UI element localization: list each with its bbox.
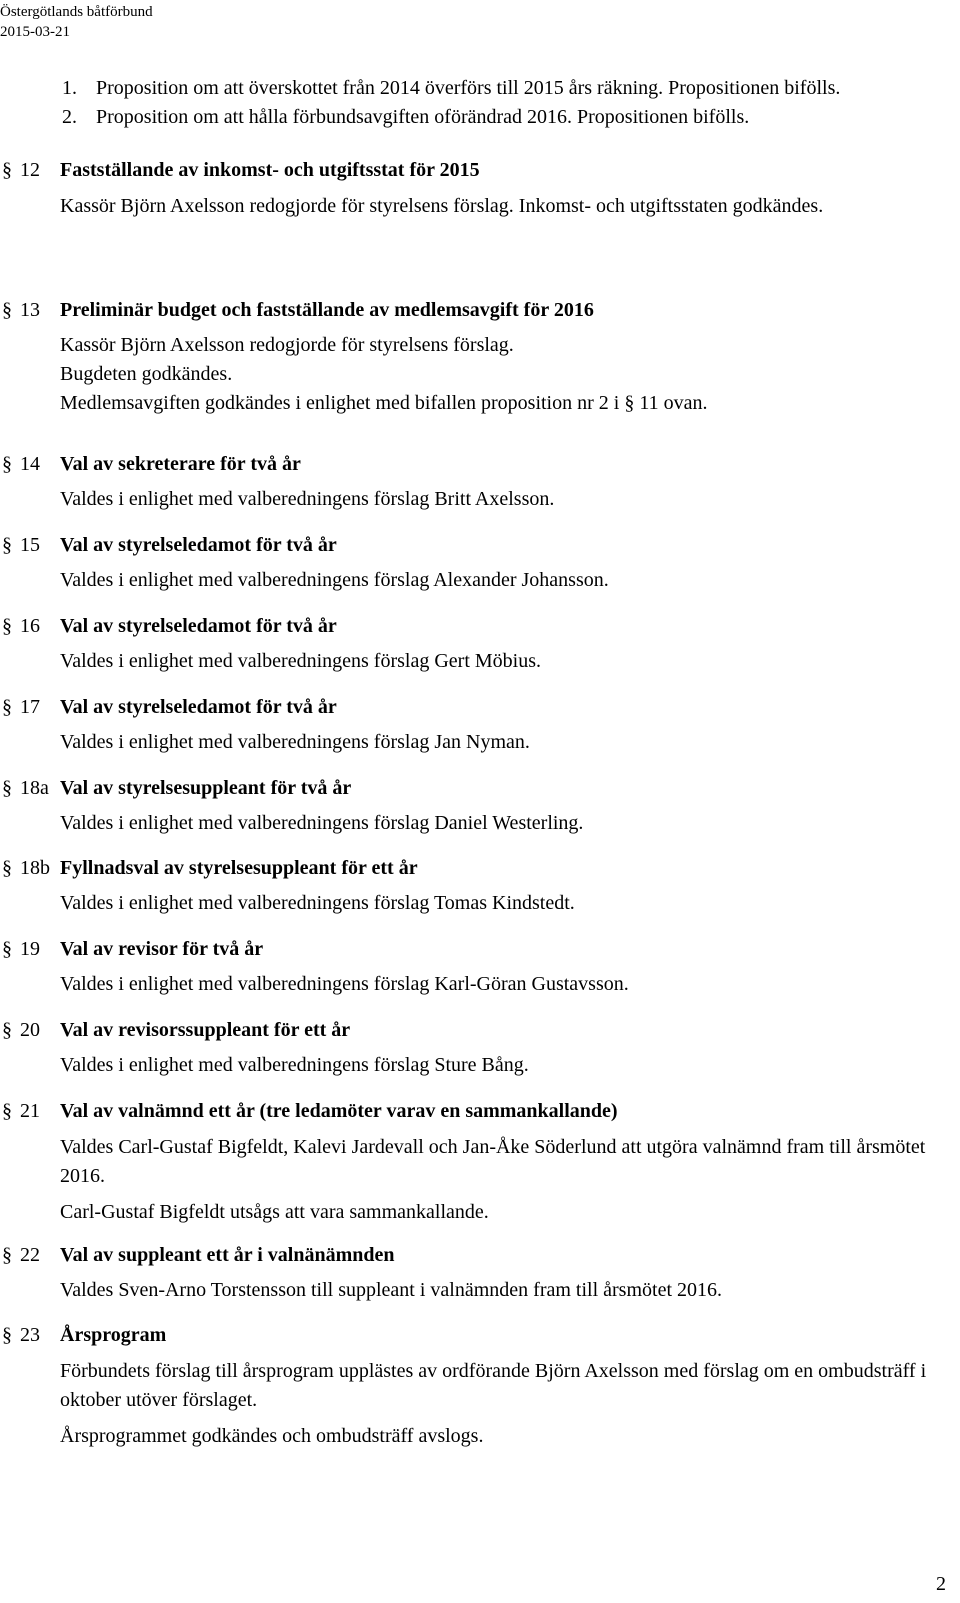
section-title: Val av revisor för två år [60, 938, 264, 960]
section-paragraph: Valdes i enlighet med valberedningens förslag Sture Bång. [60, 1054, 529, 1076]
section-13 [0, 295, 930, 418]
section-heading [0, 1240, 930, 1270]
section-paragraph: Kassör Björn Axelsson redogjorde för styrelsens förslag. Inkomst- och utgiftsstaten godkändes. [60, 195, 824, 217]
section-heading [0, 295, 930, 325]
section-sign: § [2, 453, 12, 475]
section-title: Val av suppleant ett år i valnänämnden [60, 1244, 395, 1266]
section-23 [0, 1320, 930, 1451]
section-18a [0, 773, 930, 838]
section-title: Fastställande av inkomst- och utgiftsstat för 2015 [60, 159, 480, 181]
section-title: Årsprogram [60, 1324, 167, 1346]
section-19 [0, 934, 930, 999]
section-number: 18b [20, 857, 50, 879]
section-title: Fyllnadsval av styrelsesuppleant för ett år [60, 857, 418, 879]
section-sign: § [2, 777, 12, 799]
section-18b [0, 853, 930, 918]
section-paragraph: Förbundets förslag till årsprogram upplästes av ordförande Björn Axelsson med förslag om en ombudsträff i oktober utöver förslaget. [60, 1360, 927, 1411]
section-paragraph: Valdes i enlighet med valberedningens förslag Tomas Kindstedt. [60, 892, 575, 914]
section-sign: § [2, 1244, 12, 1266]
section-20 [0, 1015, 930, 1080]
section-heading [0, 934, 930, 964]
section-paragraph: Valdes i enlighet med valberedningens förslag Alexander Johansson. [60, 569, 609, 591]
section-sign: § [2, 1324, 12, 1346]
list-item [62, 74, 942, 103]
section-heading [0, 773, 930, 803]
header-organization: Östergötlands båtförbund [0, 4, 153, 20]
section-number: 16 [20, 615, 40, 637]
section-heading [0, 611, 930, 641]
section-number: 21 [20, 1100, 40, 1122]
section-heading [0, 1320, 930, 1350]
section-number: 23 [20, 1324, 40, 1346]
section-number: 12 [20, 159, 40, 181]
section-paragraph [60, 389, 930, 418]
section-title: Val av styrelseledamot för två år [60, 615, 337, 637]
section-number: 20 [20, 1019, 40, 1041]
section-sign: § [2, 857, 12, 879]
section-22 [0, 1240, 930, 1305]
section-title: Val av styrelseledamot för två år [60, 534, 337, 556]
list-marker: 1. [62, 77, 77, 99]
section-number: 17 [20, 696, 40, 718]
section-number: 18a [20, 777, 49, 799]
list-marker: 2. [62, 106, 77, 128]
section-paragraph: Carl-Gustaf Bigfeldt utsågs att vara sammankallande. [60, 1201, 489, 1223]
section-sign: § [2, 1100, 12, 1122]
section-heading [0, 1096, 930, 1126]
section-paragraph: Valdes i enlighet med valberedningens förslag Jan Nyman. [60, 731, 530, 753]
section-heading [0, 692, 930, 722]
list-item-text: Proposition om att hålla förbundsavgiften oförändrad 2016. Propositionen bifölls. [96, 106, 750, 128]
section-paragraph: Valdes Sven-Arno Torstensson till suppleant i valnämnden fram till årsmötet 2016. [60, 1279, 723, 1301]
section-16 [0, 611, 930, 676]
section-paragraph: Valdes i enlighet med valberedningens förslag Daniel Westerling. [60, 812, 584, 834]
section-paragraph: Valdes i enlighet med valberedningens förslag Britt Axelsson. [60, 488, 555, 510]
section-number: 13 [20, 299, 40, 321]
section-paragraph: Bugdeten godkändes. [60, 363, 233, 385]
section-paragraph: Kassör Björn Axelsson redogjorde för styrelsens förslag. [60, 334, 514, 356]
section-sign: § [2, 615, 12, 637]
section-title: Preliminär budget och fastställande av medlemsavgift för 2016 [60, 299, 594, 321]
section-sign: § [2, 938, 12, 960]
section-sign: § [2, 1019, 12, 1041]
section-heading [0, 1015, 930, 1045]
section-title: Val av valnämnd ett år (tre ledamöter varav en sammankallande) [60, 1100, 618, 1122]
section-paragraph: Valdes i enlighet med valberedningens förslag Karl-Göran Gustavsson. [60, 973, 629, 995]
section-21 [0, 1096, 930, 1227]
section-title: Val av styrelsesuppleant för två år [60, 777, 352, 799]
section-12 [0, 155, 930, 221]
paragraph-text: 11 ovan. [639, 392, 708, 414]
section-heading [0, 155, 930, 185]
section-number: 15 [20, 534, 40, 556]
list-item [62, 103, 942, 132]
list-item-text: Proposition om att överskottet från 2014 överförs till 2015 års räkning. Propositionen bifölls. [96, 77, 841, 99]
section-heading [0, 449, 930, 479]
section-heading [0, 530, 930, 560]
page-number: 2 [936, 1573, 946, 1595]
section-number: 14 [20, 453, 40, 475]
section-sign: § [2, 299, 12, 321]
paragraph-text: Medlemsavgiften godkändes i enlighet med bifallen proposition nr 2 i [60, 392, 620, 414]
section-14 [0, 449, 930, 514]
section-17 [0, 692, 930, 757]
section-sign: § [624, 392, 635, 414]
header-date: 2015-03-21 [0, 24, 70, 40]
section-paragraph: Valdes Carl-Gustaf Bigfeldt, Kalevi Jardevall och Jan-Åke Söderlund att utgöra valnämnd fram till årsmötet 2016. [60, 1136, 926, 1187]
section-paragraph: Årsprogrammet godkändes och ombudsträff avslogs. [60, 1425, 484, 1447]
section-sign: § [2, 159, 12, 181]
section-number: 19 [20, 938, 40, 960]
section-15 [0, 530, 930, 595]
numbered-list [62, 74, 942, 132]
section-heading [0, 853, 930, 883]
section-title: Val av styrelseledamot för två år [60, 696, 337, 718]
section-title: Val av sekreterare för två år [60, 453, 301, 475]
section-sign: § [2, 534, 12, 556]
section-paragraph: Valdes i enlighet med valberedningens förslag Gert Möbius. [60, 650, 541, 672]
section-sign: § [2, 696, 12, 718]
section-number: 22 [20, 1244, 40, 1266]
section-title: Val av revisorssuppleant för ett år [60, 1019, 351, 1041]
